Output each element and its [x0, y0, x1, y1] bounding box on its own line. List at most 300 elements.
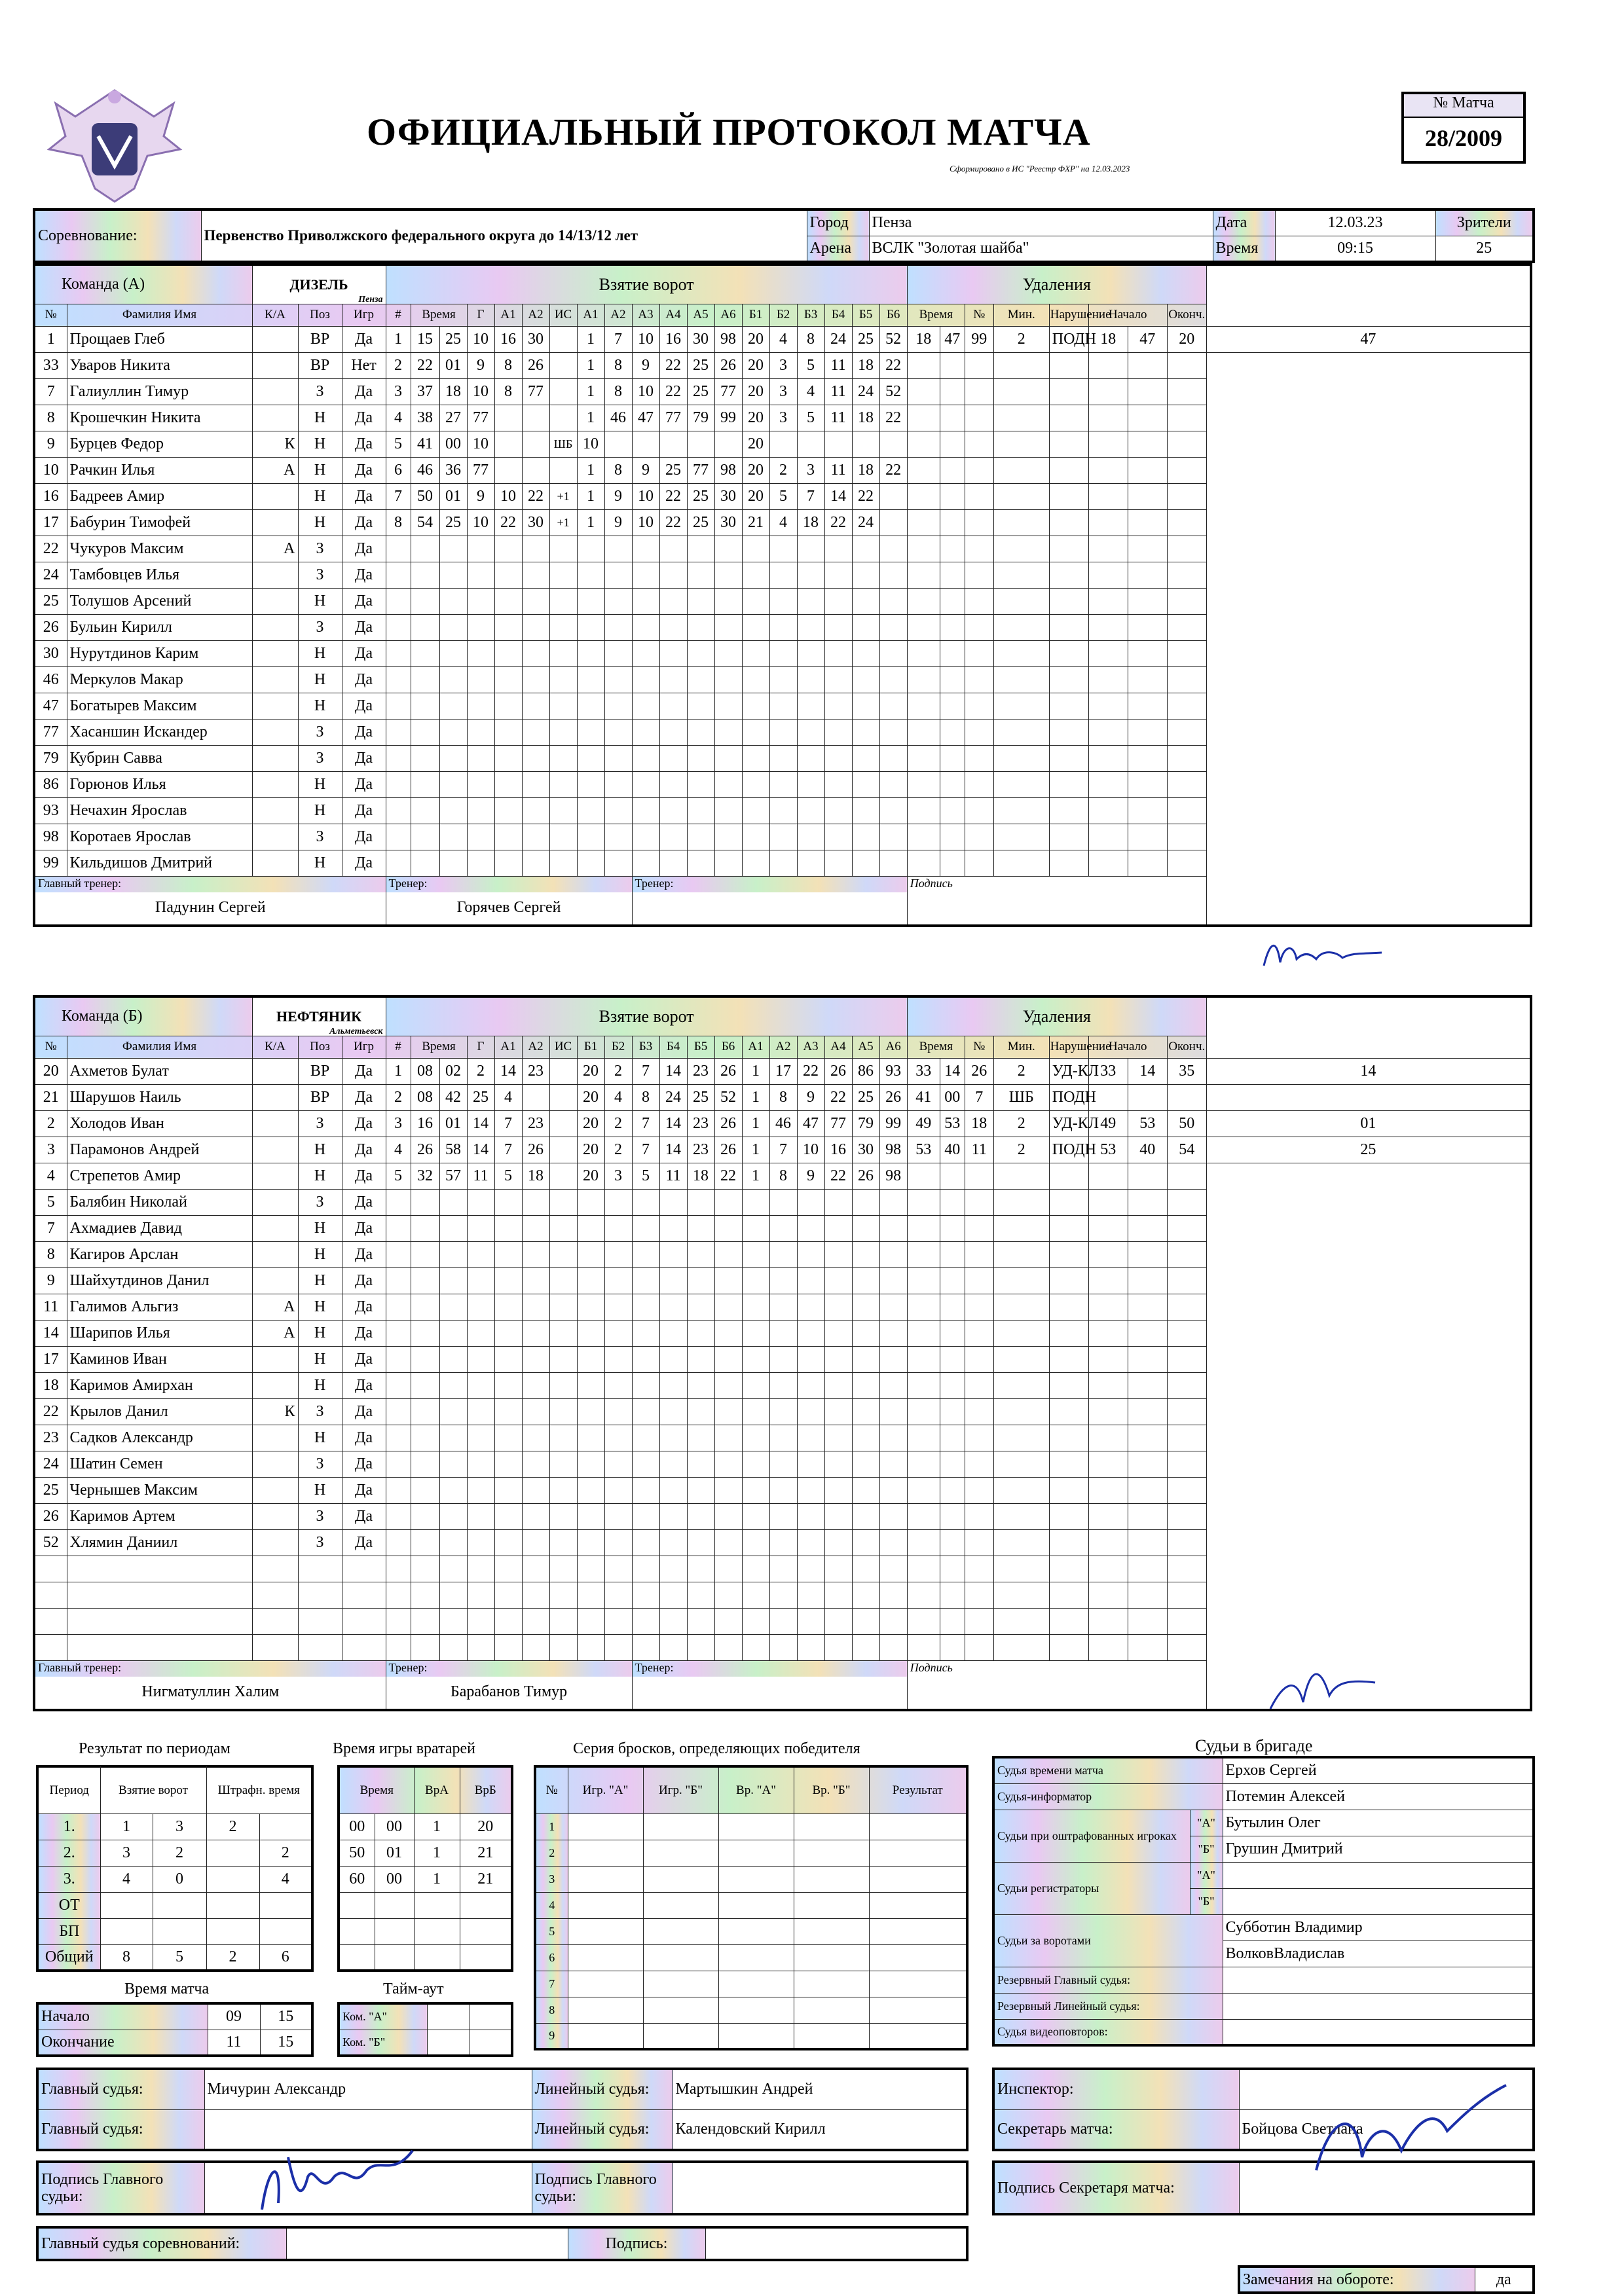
- team_a-empty-cell: [993, 431, 1049, 457]
- table-row: [34, 562, 1531, 588]
- team_a-goal-num: 3: [386, 378, 411, 405]
- team_a-empty-cell: [549, 850, 577, 876]
- team_a-empty-cell: [549, 745, 577, 771]
- secretary: Бойцова Светлана: [1239, 2109, 1534, 2150]
- team_b-empty-cell: [577, 1582, 604, 1608]
- team_a-player-ka: [252, 483, 298, 509]
- team_a-player-ka: А: [252, 536, 298, 562]
- team_b-goal-onice: 23: [687, 1058, 714, 1084]
- team_b-empty-cell: [1167, 1608, 1206, 1634]
- team_b-empty-cell: [467, 1372, 494, 1398]
- team_a-goal-onice: [604, 431, 632, 457]
- team_b-empty-cell: [993, 1267, 1049, 1294]
- team_b-empty-cell: [439, 1556, 467, 1582]
- table-row: [34, 771, 1531, 797]
- team_b-empty-cell: [879, 1372, 907, 1398]
- team_a-goal-a2: 30: [522, 326, 549, 352]
- table-row: [535, 1971, 967, 1997]
- team_b-empty-cell: [907, 1267, 940, 1294]
- table-row: [34, 693, 1531, 719]
- team_a-player-pos: Н: [298, 666, 342, 693]
- team_b-goal-onice: 26: [714, 1137, 742, 1163]
- team_b-empty-cell: [824, 1477, 852, 1503]
- team_b-empty-cell: [687, 1477, 714, 1503]
- team_a-goal-onice: 20: [742, 405, 769, 431]
- team_b-empty-cell: [907, 1582, 940, 1608]
- team_a-empty-cell: [632, 745, 659, 771]
- period-goals-a: 1: [100, 1813, 153, 1840]
- team_a-col-onice-0: А1: [577, 304, 604, 326]
- team_b-empty-cell: [604, 1582, 632, 1608]
- empty-cell: [794, 1997, 869, 2023]
- team_a-empty-cell: [467, 666, 494, 693]
- team_b-empty-cell: [769, 1451, 797, 1477]
- team_b-player-ka: [252, 1372, 298, 1398]
- team_a-pen-start-mm: 18: [1088, 326, 1128, 352]
- match-number: 28/2009: [1424, 125, 1502, 151]
- team_a-player-played: Да: [342, 562, 386, 588]
- team_b-empty-cell: [522, 1608, 549, 1634]
- team_b-goal-onice: 20: [577, 1084, 604, 1110]
- team_b-goal-a1: 14: [494, 1058, 522, 1084]
- page-title: ОФИЦИАЛЬНЫЙ ПРОТОКОЛ МАТЧА: [367, 111, 1091, 153]
- team_a-goal-onice: 22: [659, 483, 687, 509]
- team_b-empty-cell: [824, 1398, 852, 1425]
- team_b-empty-cell: [907, 1425, 940, 1451]
- team_b-empty-cell: [879, 1425, 907, 1451]
- table-row: [34, 483, 1531, 509]
- team_b-goal-mm: 08: [411, 1058, 439, 1084]
- team_a-goal-onice: 16: [659, 326, 687, 352]
- team_a-goal-onice: 1: [577, 352, 604, 378]
- team_b-player-pos: З: [298, 1451, 342, 1477]
- inspector-label: Инспектор:: [993, 2069, 1239, 2109]
- team_a-goal-a1: 16: [494, 326, 522, 352]
- sig-secretary-label: Подпись Секретаря матча:: [993, 2162, 1239, 2214]
- chief-sig-label: Подпись:: [568, 2227, 705, 2260]
- team_b-player-played: Да: [342, 1346, 386, 1372]
- team_b-goal-onice: 8: [769, 1084, 797, 1110]
- team_a-player-name: Нечахин Ярослав: [67, 797, 252, 824]
- team_b-goal-num: 4: [386, 1137, 411, 1163]
- team_a-empty-cell: [1049, 483, 1088, 509]
- team_a-player-name: Уваров Никита: [67, 352, 252, 378]
- team_a-empty-cell: [965, 483, 993, 509]
- team_a-empty-cell: [659, 588, 687, 614]
- team_b-pen-start-mm: 49: [1088, 1110, 1128, 1137]
- team_a-goal-onice: 9: [604, 509, 632, 536]
- start-time: 09:15: [1275, 236, 1435, 262]
- team_a-empty-cell: [549, 614, 577, 640]
- team_a-pen-infraction: ПОДН: [1049, 326, 1088, 352]
- team_a-empty-cell: [687, 614, 714, 640]
- team_a-player-ka: [252, 352, 298, 378]
- team_b-empty-cell: [965, 1608, 993, 1634]
- team_a-empty-cell: [1128, 562, 1167, 588]
- team_b-empty-cell: [907, 1372, 940, 1398]
- team_b-empty-cell: [522, 1529, 549, 1556]
- team_b-col-onice-9: А4: [824, 1036, 852, 1058]
- team_b-empty-cell: [965, 1451, 993, 1477]
- team_b-empty-cell: [659, 1320, 687, 1346]
- team_b-empty-cell: [965, 1634, 993, 1660]
- team_b-player-pos: Н: [298, 1137, 342, 1163]
- table-row: [34, 536, 1531, 562]
- team_a-goal-onice: 4: [797, 378, 824, 405]
- empty-cell: [568, 1813, 643, 1840]
- team_a-player-ka: [252, 666, 298, 693]
- team_a-empty-cell: [769, 562, 797, 588]
- team_a-empty-cell: [1088, 719, 1128, 745]
- team_a-player-pos: З: [298, 824, 342, 850]
- empty-cell: [643, 1971, 718, 1997]
- team_a-empty-cell: [993, 719, 1049, 745]
- team_a-empty-cell: [632, 666, 659, 693]
- team_b-goal-onice: 7: [632, 1110, 659, 1137]
- empty-cell: [794, 1892, 869, 1918]
- team_a-empty-cell: [965, 614, 993, 640]
- team_a-goal-mm: 54: [411, 509, 439, 536]
- team_b-empty-cell: [549, 1346, 577, 1372]
- team_a-empty-cell: [1128, 536, 1167, 562]
- empty-cell: [643, 1840, 718, 1866]
- team_b-empty-cell: [386, 1267, 411, 1294]
- team_b-empty-cell: [714, 1529, 742, 1556]
- team_b-empty-cell: [439, 1529, 467, 1556]
- team_b-pen-start-ss: 53: [1128, 1110, 1167, 1137]
- team_a-col-pen-end: Оконч.: [1167, 304, 1206, 326]
- goalie-time-mm: 60: [339, 1866, 375, 1892]
- table-row: [34, 378, 1531, 405]
- team_a-empty-cell: [439, 797, 467, 824]
- period-pim-b: 4: [259, 1866, 312, 1892]
- team_a-empty-cell: [769, 536, 797, 562]
- team_a-empty-cell: [965, 588, 993, 614]
- team_a-empty-cell: [993, 797, 1049, 824]
- team_a-empty-cell: [852, 850, 879, 876]
- team_a-col-goal-g: Г: [467, 304, 494, 326]
- team_b-empty-cell: [604, 1425, 632, 1451]
- team_b-pen-ss: 00: [940, 1084, 965, 1110]
- team_b-empty-cell: [993, 1163, 1049, 1189]
- team_b-player-num: 3: [34, 1137, 67, 1163]
- team_b-col-onice-1: Б2: [604, 1036, 632, 1058]
- shootout-row-num: 8: [535, 1997, 568, 2023]
- team_a-empty-cell: [604, 614, 632, 640]
- team_b-empty-cell: [632, 1372, 659, 1398]
- team_b-goal-onice: 47: [797, 1110, 824, 1137]
- team_b-pen-infraction: ПОДН: [1049, 1137, 1088, 1163]
- team_a-empty-cell: [993, 509, 1049, 536]
- team_b-goal-is: [549, 1084, 577, 1110]
- team_b-empty-cell: [467, 1320, 494, 1346]
- team_a-empty-cell: [965, 771, 993, 797]
- team_b-empty-cell: [577, 1503, 604, 1529]
- period-goals-a: 8: [100, 1944, 153, 1971]
- team_b-empty-cell: [467, 1425, 494, 1451]
- team_a-empty-cell: [879, 824, 907, 850]
- team_a-empty-cell: [1167, 745, 1206, 771]
- empty-cell: [794, 1918, 869, 1944]
- team_b-empty-cell: [907, 1556, 940, 1582]
- empty-cell: [460, 1892, 512, 1918]
- team_b-goal-onice: 2: [604, 1110, 632, 1137]
- team_b-empty-cell: [907, 1189, 940, 1215]
- period-pim-a: [206, 1866, 259, 1892]
- coach-b-signature: [1257, 1656, 1388, 1722]
- team_a-pen-min: 2: [993, 326, 1049, 352]
- team_a-player-name: Рачкин Илья: [67, 457, 252, 483]
- team_a-goal-onice: 20: [742, 457, 769, 483]
- team_b-empty-cell: [632, 1425, 659, 1451]
- team_b-goal-a1: 4: [494, 1084, 522, 1110]
- team_a-empty-cell: [1167, 457, 1206, 483]
- team_a-col-goal-num: #: [386, 304, 411, 326]
- team_b-empty-cell: [411, 1451, 439, 1477]
- team_b-pen-end-mm: [1167, 1084, 1206, 1110]
- team_a-empty-cell: [907, 562, 940, 588]
- team_b-player-name: Парамонов Андрей: [67, 1137, 252, 1163]
- table-row: [34, 1267, 1531, 1294]
- team_b-empty-cell: [494, 1267, 522, 1294]
- team_b-empty-cell: [993, 1398, 1049, 1425]
- team_b-player-name: Крылов Данил: [67, 1398, 252, 1425]
- team_b-empty-cell: [439, 1398, 467, 1425]
- team_b-empty-cell: [940, 1503, 965, 1529]
- team_a-empty-cell: [769, 640, 797, 666]
- team_b-goal-onice: 3: [604, 1163, 632, 1189]
- team_b-empty-cell: [907, 1477, 940, 1503]
- team_a-empty-cell: [549, 771, 577, 797]
- team_a-empty-cell: [993, 536, 1049, 562]
- team_b-empty-cell: [687, 1398, 714, 1425]
- team_a-player-ka: [252, 378, 298, 405]
- team_a-goal-onice: 22: [659, 352, 687, 378]
- team_a-empty-cell: [714, 745, 742, 771]
- team_a-goal-onice: 25: [659, 457, 687, 483]
- team_b-empty-cell: [1167, 1189, 1206, 1215]
- team_a-player-ka: [252, 719, 298, 745]
- team_b-goal-onice: 93: [879, 1058, 907, 1084]
- team_b-player-pos: Н: [298, 1294, 342, 1320]
- team_a-empty-cell: [797, 666, 824, 693]
- arena-label: Арена: [807, 236, 869, 262]
- team_b-empty-cell: [852, 1241, 879, 1267]
- fhr-logo: [36, 77, 193, 215]
- team_a-empty-cell: [714, 824, 742, 850]
- team_a-player-played: Да: [342, 666, 386, 693]
- team_a-empty-cell: [940, 745, 965, 771]
- table-row: [34, 1608, 1531, 1634]
- team_b-empty-cell: [879, 1529, 907, 1556]
- team_b-goal-onice: 98: [879, 1163, 907, 1189]
- team_a-col-pos: Поз: [298, 304, 342, 326]
- team_b-empty-cell: [687, 1320, 714, 1346]
- team_a-empty-cell: [659, 666, 687, 693]
- team_b-col-num: №: [34, 1036, 67, 1058]
- team_b-empty-cell: [1128, 1241, 1167, 1267]
- table-row: [34, 431, 1531, 457]
- team_b-empty-cell: [940, 1163, 965, 1189]
- team_b-empty-cell: [1167, 1241, 1206, 1267]
- team_a-goal-onice: 98: [714, 326, 742, 352]
- team_a-goal-onice: 26: [714, 352, 742, 378]
- team_b-empty-cell: [659, 1215, 687, 1241]
- team_b-pen-min: ШБ: [993, 1084, 1049, 1110]
- team_b-empty-cell: [852, 1189, 879, 1215]
- team_a-empty-cell: [769, 719, 797, 745]
- team_a-coach2-cell: [632, 876, 907, 926]
- table-row: [34, 1137, 1531, 1163]
- team_b-empty-cell: [632, 1582, 659, 1608]
- team_b-empty-cell: [386, 1634, 411, 1660]
- team_b-empty-cell: [386, 1503, 411, 1529]
- team_a-goal-mm: 22: [411, 352, 439, 378]
- team_a-empty-cell: [907, 824, 940, 850]
- team_b-empty-cell: [687, 1503, 714, 1529]
- team_a-empty-cell: [1167, 850, 1206, 876]
- team_b-goal-onice: 30: [852, 1137, 879, 1163]
- team_b-player-name: Каминов Иван: [67, 1346, 252, 1372]
- team_b-empty-cell: [659, 1582, 687, 1608]
- team_b-empty-cell: [714, 1556, 742, 1582]
- team_b-player-played: Да: [342, 1137, 386, 1163]
- team_b-empty-cell: [494, 1372, 522, 1398]
- team_b-empty-cell: [494, 1346, 522, 1372]
- team_b-col-onice-4: Б5: [687, 1036, 714, 1058]
- team_a-goal-onice: [714, 431, 742, 457]
- team_b-empty-cell: [1088, 1451, 1128, 1477]
- team_a-empty-cell: [386, 536, 411, 562]
- team_b-goal-onice: 25: [687, 1084, 714, 1110]
- team_b-player-pos: ВР: [298, 1058, 342, 1084]
- team_a-goal-scorer: 10: [467, 378, 494, 405]
- team_b-empty-cell: [439, 1346, 467, 1372]
- generated-note: Сформировано в ИС "Реестр ФХР" на 12.03.2023: [950, 164, 1130, 173]
- team_b-empty-cell: [852, 1215, 879, 1241]
- team_a-empty-cell: [965, 431, 993, 457]
- team_a-empty-cell: [549, 536, 577, 562]
- team_a-empty-cell: [1128, 405, 1167, 431]
- referee-role: Судья-информатор: [993, 1783, 1223, 1810]
- date: 12.03.23: [1275, 210, 1435, 236]
- team_b-empty-cell: [439, 1477, 467, 1503]
- period-goals-a: [100, 1918, 153, 1944]
- team_b-empty-cell: [522, 1372, 549, 1398]
- team_b-empty-cell: [687, 1556, 714, 1582]
- team_b-empty-cell: [879, 1634, 907, 1660]
- team_a-empty-cell: [879, 745, 907, 771]
- team_a-player-num: 10: [34, 457, 67, 483]
- team_a-player-played: Да: [342, 693, 386, 719]
- team_a-empty-cell: [577, 588, 604, 614]
- line-ref-2: Календовский Кирилл: [673, 2109, 967, 2150]
- team_b-empty-cell: [824, 1372, 852, 1398]
- team_b-empty-cell: [1167, 1451, 1206, 1477]
- empty-cell: [643, 1866, 718, 1892]
- team_a-empty-cell: [494, 693, 522, 719]
- team_b-empty-cell: [522, 1582, 549, 1608]
- team_b-empty-cell: [965, 1346, 993, 1372]
- team_b-empty-cell: [604, 1189, 632, 1215]
- team_a-empty-cell: [797, 536, 824, 562]
- table-row: [339, 1866, 512, 1892]
- team_b-empty-cell: [879, 1294, 907, 1320]
- empty-cell: [794, 1813, 869, 1840]
- empty-cell: [339, 1944, 375, 1971]
- team_a-empty-cell: [1128, 693, 1167, 719]
- team_a-empty-cell: [467, 719, 494, 745]
- team_b-empty-cell: [549, 1294, 577, 1320]
- team_b-empty-cell: [714, 1425, 742, 1451]
- team_a-goal-onice: 3: [769, 378, 797, 405]
- team_a-coach-label: Тренер:: [386, 877, 632, 892]
- team_a-empty-cell: [659, 850, 687, 876]
- team_b-empty-cell: [852, 1608, 879, 1634]
- team_a-goal-onice: 25: [687, 509, 714, 536]
- table-row: [34, 1372, 1531, 1398]
- team_b-goal-a1: 7: [494, 1137, 522, 1163]
- team_b-goal-onice: 79: [852, 1110, 879, 1137]
- team_a-goal-onice: 7: [604, 326, 632, 352]
- team_a-empty-cell: [522, 640, 549, 666]
- team_a-empty-cell: [467, 562, 494, 588]
- team_b-empty-cell: [742, 1451, 769, 1477]
- team_a-player-pos: ВР: [298, 326, 342, 352]
- team_b-player-pos: Н: [298, 1163, 342, 1189]
- team_a-empty-cell: [604, 719, 632, 745]
- team_a-empty-cell: [1088, 562, 1128, 588]
- team_a-goal-mm: 46: [411, 457, 439, 483]
- team_a-empty-cell: [824, 771, 852, 797]
- team_b-empty-cell: [879, 1451, 907, 1477]
- team_b-player-played: Да: [342, 1451, 386, 1477]
- team_b-empty-cell: [879, 1189, 907, 1215]
- empty-cell: [414, 1944, 460, 1971]
- team_b-empty-cell: [940, 1346, 965, 1372]
- team_a-empty-cell: [467, 614, 494, 640]
- team_a-empty-cell: [577, 850, 604, 876]
- team_a-empty-cell: [687, 745, 714, 771]
- period-goals-b: [153, 1918, 206, 1944]
- team_a-goal-onice: 30: [714, 483, 742, 509]
- team_b-empty-cell: [549, 1556, 577, 1582]
- team_a-coach-cell: [386, 876, 632, 926]
- team_b-empty-cell: [67, 1582, 252, 1608]
- team_a-empty-cell: [1128, 745, 1167, 771]
- empty-cell: [869, 1813, 967, 1840]
- team_b-empty-cell: [1088, 1634, 1128, 1660]
- team_a-player-name: Меркулов Макар: [67, 666, 252, 693]
- team_b-pen-end-ss: 01: [1206, 1110, 1531, 1137]
- team_b-empty-cell: [714, 1267, 742, 1294]
- team_a-goal-onice: 8: [604, 457, 632, 483]
- team_b-empty-cell: [1167, 1398, 1206, 1425]
- team_b-player-name: Стрепетов Амир: [67, 1163, 252, 1189]
- team_b-goal-num: 5: [386, 1163, 411, 1189]
- team_b-empty-cell: [659, 1241, 687, 1267]
- team_a-empty-cell: [1167, 640, 1206, 666]
- team_a-empty-cell: [824, 666, 852, 693]
- team_a-empty-cell: [549, 824, 577, 850]
- team_a-empty-cell: [1088, 640, 1128, 666]
- team_a-empty-cell: [1049, 562, 1088, 588]
- team_b-empty-cell: [386, 1556, 411, 1582]
- team_b-empty-cell: [879, 1241, 907, 1267]
- team_b-empty-cell: [1088, 1294, 1128, 1320]
- col-gt-time: Время: [339, 1766, 414, 1813]
- team_b-empty-cell: [252, 1582, 298, 1608]
